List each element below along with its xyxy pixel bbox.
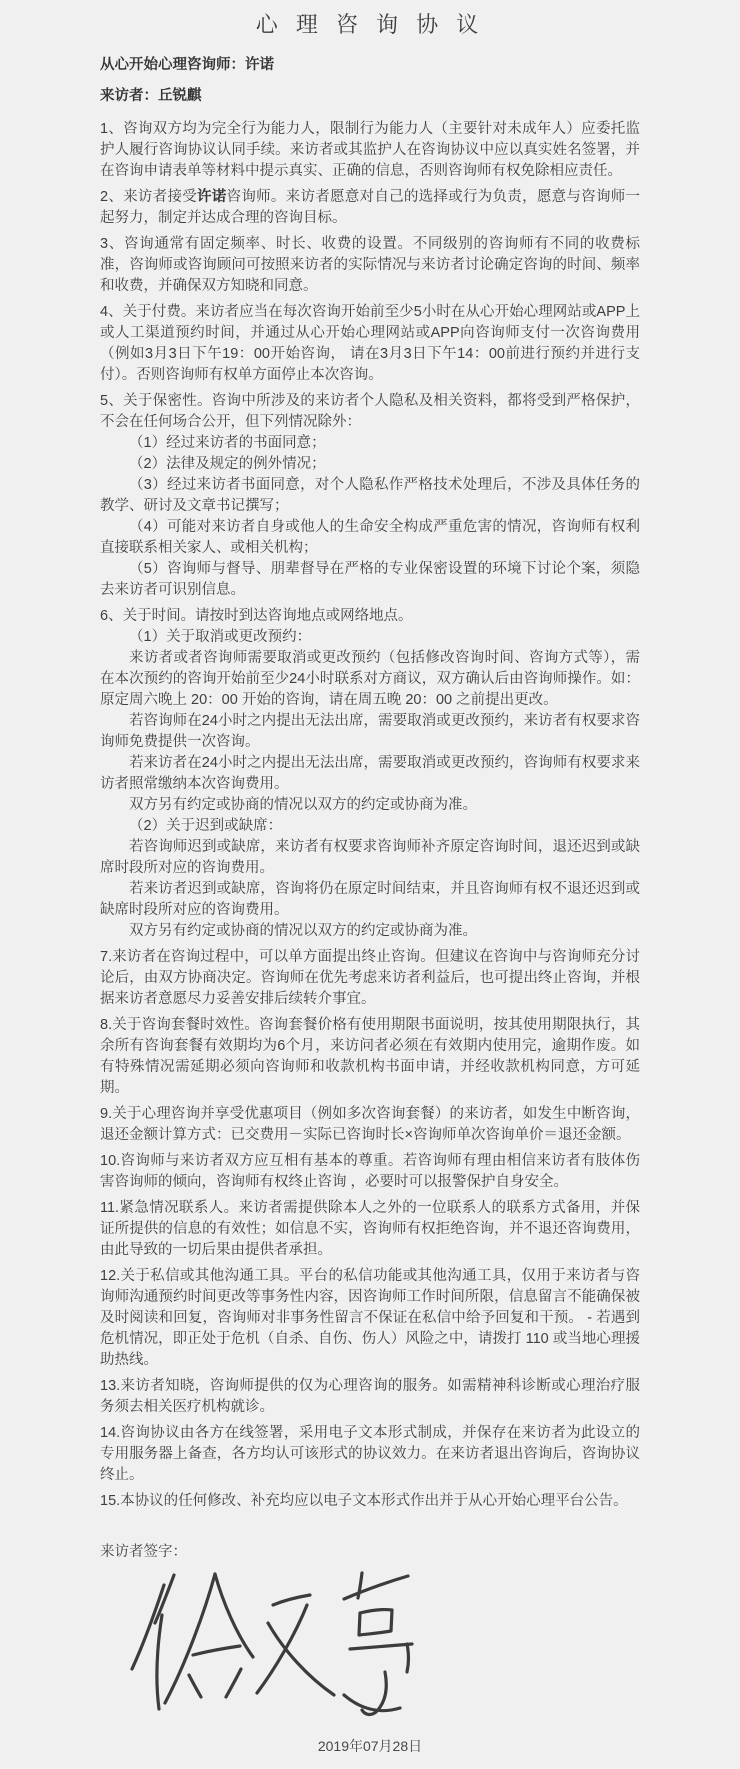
- clause-text: 双方另有约定或协商的情况以双方的约定或协商为准。: [129, 797, 477, 813]
- clause-text: （2）关于迟到或缺席：: [129, 818, 283, 834]
- clause: [100, 1104, 640, 1146]
- client-name: 丘锐麒: [158, 88, 202, 104]
- clause-text: 9.关于心理咨询并享受优惠项目（例如多次咨询套餐）的来访者，如发生中断咨询，退还金额计算方式：已交费用－实际已咨询时长×咨询师单次咨询单价＝退还金额。: [100, 1106, 640, 1143]
- clause-text: 14.咨询协议由各方在线签署，采用电子文本形式制成，并保存在来访者为此设立的专用服务器上备查，各方均认可该形式的协议效力。在来访者退出咨询后，咨询协议终止。: [100, 1425, 640, 1483]
- clause-text: 双方另有约定或协商的情况以双方的约定或协商为准。: [129, 923, 477, 939]
- clause-text: 15.本协议的任何修改、补充均应以电子文本形式作出并于从心开始心理平台公告。: [100, 1493, 628, 1509]
- clause-text: 2、来访者接受许诺咨询师。来访者愿意对自己的选择或行为负责，愿意与咨询师一起努力，制定并达成合理的咨询目标。: [100, 189, 641, 226]
- clause-text: 4、关于付费。来访者应当在每次咨询开始前至少5小时在从心开始心理网站或APP上或人工渠道预约时间，并通过从心开始心理网站或APP向咨询师支付一次咨询费用（例如3月3日下午19：00开始咨询， 请在3月3日下午14：00前进行预约并进行支付）。否则咨询师有权单方面停止本次咨询。: [100, 304, 640, 383]
- clause: [100, 302, 640, 386]
- counselor-label: 从心开始心理咨询师：: [100, 57, 245, 73]
- clause: [100, 234, 640, 297]
- signing-date: 2019年07月28日: [317, 1738, 423, 1754]
- clause-text: （5）咨询师与督导、朋辈督导在严格的专业保密设置的环境下讨论个案，须隐去来访者可识别信息。: [100, 561, 640, 598]
- clause-text: 10.咨询师与来访者双方应互相有基本的尊重。若咨询师有理由相信来访者有肢体伤害咨询师的倾向，咨询师有权终止咨询 ，必要时可以报警保护自身安全。: [100, 1153, 640, 1190]
- clause-text: 6、关于时间。请按时到达咨询地点或网络地点。: [100, 608, 413, 624]
- clause: [100, 1266, 640, 1371]
- clause-text: 1、咨询双方均为完全行为能力人，限制行为能力人（主要针对未成年人）应委托监护人履行咨询协议认同手续。来访者或其监护人在咨询协议中应以真实姓名签署，并在咨询申请表单等材料中提示真实、正确的信息，否则咨询师有权免除相应责任。: [100, 121, 640, 179]
- clause: [100, 1151, 640, 1193]
- clause: [100, 606, 640, 942]
- clause-text: （1）关于取消或更改预约：: [129, 629, 312, 645]
- clause: [100, 187, 640, 229]
- signature-label: 来访者签字：: [100, 1544, 187, 1560]
- clause: [100, 1423, 640, 1486]
- counselor-name: 许诺: [245, 57, 274, 73]
- clause-text: 若来访者在24小时之内提出无法出席，需要取消或更改预约，咨询师有权要求来访者照常缴纳本次咨询费用。: [100, 755, 640, 792]
- clause-text: 13.来访者知晓，咨询师提供的仅为心理咨询的服务。如需精神科诊断或心理治疗服务须去相关医疗机构就诊。: [100, 1378, 640, 1415]
- signature-handwriting: [122, 1569, 422, 1721]
- clause-text: （2）法律及规定的例外情况；: [129, 456, 326, 472]
- clause-text: 若咨询师在24小时之内提出无法出席，需要取消或更改预约，来访者有权要求咨询师免费提供一次咨询。: [100, 713, 640, 750]
- clause-text: 来访者或者咨询师需要取消或更改预约（包括修改咨询时间、咨询方式等），需在本次预约的咨询开始前至少24小时联系对方商议，双方确认后由咨询师操作。如：原定周六晚上 20：00 开始的咨询，请在周五晚 20：00 之前提出更改。: [100, 650, 640, 708]
- clause-text: （1）经过来访者的书面同意；: [129, 435, 326, 451]
- clause: [100, 119, 640, 182]
- clause: [100, 1376, 640, 1418]
- client-line: [100, 86, 640, 107]
- clause-text: 8.关于咨询套餐时效性。咨询套餐价格有使用期限书面说明，按其使用期限执行，其余所有咨询套餐有效期均为6个月，来访问者必须在有效期内使用完，逾期作废。如有特殊情况需延期必须向咨询师和收款机构书面申请，并经收款机构同意，方可延期。: [100, 1017, 640, 1096]
- clause-text: 若来访者迟到或缺席，咨询将仍在原定时间结束，并且咨询师有权不退还迟到或缺席时段所对应的咨询费用。: [100, 881, 640, 918]
- clause-text: 11.紧急情况联系人。来访者需提供除本人之外的一位联系人的联系方式备用，并保证所提供的信息的有效性；如信息不实，咨询师有权拒绝咨询，并不退还咨询费用，由此导致的一切后果由提供者承担。: [100, 1200, 640, 1258]
- page-title: 心 理 咨 询 协 议: [255, 12, 485, 37]
- clause-text: 12.关于私信或其他沟通工具。平台的私信功能或其他沟通工具，仅用于来访者与咨询师沟通预约时间更改等事务性内容，因咨询师工作时间所限，信息留言不能确保被及时阅读和回复，咨询师对非事务性留言不保证在私信中给予回复和干预。 - 若遇到危机情况，即正处于危机（自杀、自伤、伤人）风险之中，请拨打 110 或当地心理援助热线。: [100, 1268, 640, 1368]
- clause: [100, 391, 640, 601]
- clause-text: （3）经过来访者书面同意，对个人隐私作严格技术处理后，不涉及具体任务的教学、研讨及文章书记撰写；: [100, 477, 640, 514]
- clause-text: 5、关于保密性。咨询中所涉及的来访者个人隐私及相关资料，都将受到严格保护，不会在任何场合公开，但下列情况除外：: [100, 393, 640, 430]
- clause: [100, 1015, 640, 1099]
- counselor-line: [100, 55, 640, 76]
- client-label: 来访者：: [100, 88, 158, 104]
- clause: [100, 1198, 640, 1261]
- clause-text: 若咨询师迟到或缺席，来访者有权要求咨询师补齐原定咨询时间，退还迟到或缺席时段所对应的咨询费用。: [100, 839, 640, 876]
- clauses: [100, 119, 640, 1512]
- clause-text: 3、咨询通常有固定频率、时长、收费的设置。不同级别的咨询师有不同的收费标准，咨询师或咨询顾问可按照来访者的实际情况与来访者讨论确定咨询的时间、频率和收费，并确保双方知晓和同意。: [100, 236, 640, 294]
- clause: [100, 1491, 640, 1512]
- clause: [100, 947, 640, 1010]
- clause-text: （4）可能对来访者自身或他人的生命安全构成严重危害的情况，咨询师有权利直接联系相关家人、或相关机构；: [100, 519, 640, 556]
- clause-text: 7.来访者在咨询过程中，可以单方面提出终止咨询。但建议在咨询中与咨询师充分讨论后，由双方协商决定。咨询师在优先考虑来访者利益后，也可提出终止咨询，并根据来访者意愿尽力妥善安排后续转介事宜。: [100, 949, 640, 1007]
